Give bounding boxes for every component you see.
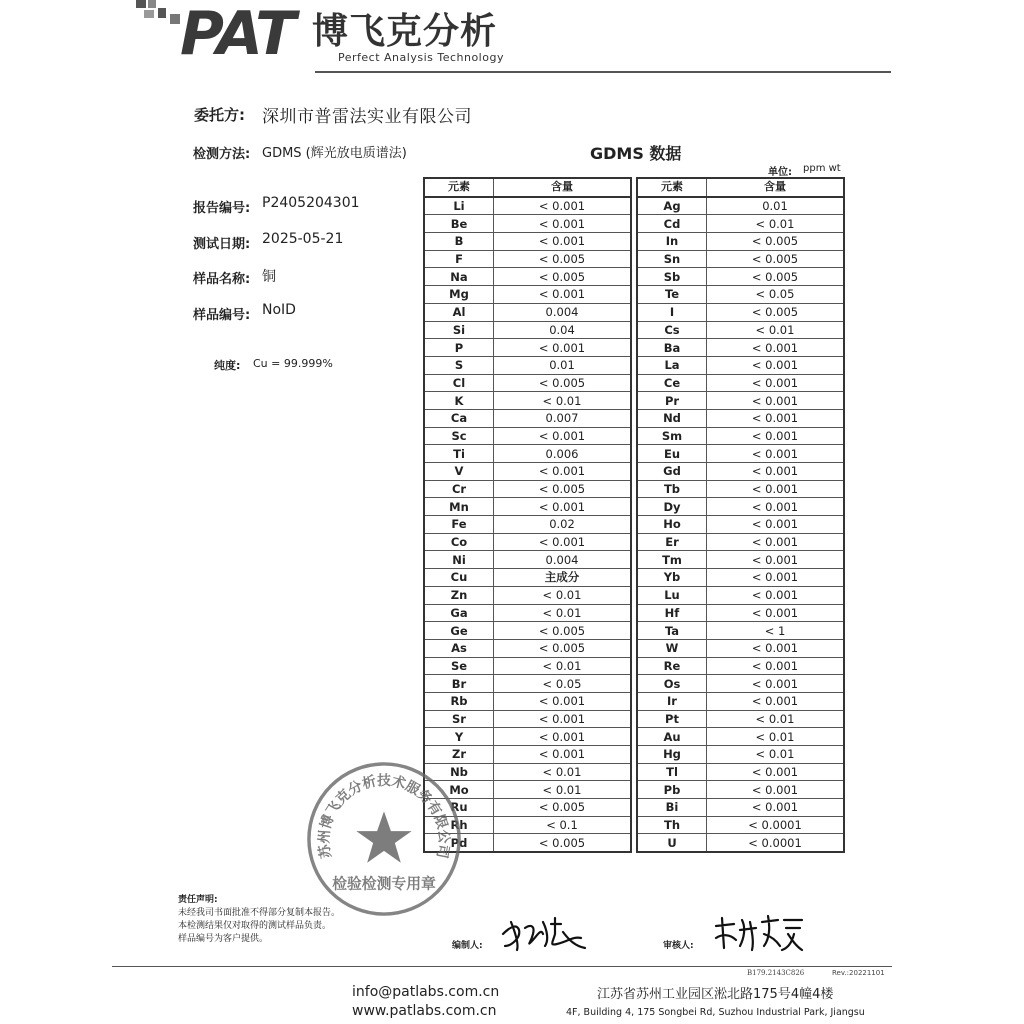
test-date-value: 2025-05-21 [262,231,344,247]
element-content: < 0.005 [707,303,845,321]
element-content: < 0.01 [494,763,632,781]
table-row [424,268,631,286]
element-symbol: U [637,834,707,852]
table-row [637,498,844,516]
element-symbol: Ho [637,516,707,534]
element-content: < 0.001 [707,675,845,693]
table-row [424,692,631,710]
table-row [637,250,844,268]
element-content: < 0.01 [707,321,845,339]
element-symbol: Lu [637,586,707,604]
col-header-element: 元素 [637,178,707,197]
table-row [637,569,844,587]
table-row [637,710,844,728]
element-symbol: Rb [424,692,494,710]
element-content: < 0.001 [707,463,845,481]
element-content: 主成分 [494,569,632,587]
element-content: < 0.005 [707,233,845,251]
element-symbol: Ba [637,339,707,357]
element-content: < 0.0001 [707,834,845,852]
element-content: < 0.001 [494,427,632,445]
element-symbol: Ce [637,374,707,392]
element-content: < 0.001 [707,657,845,675]
table-row [637,197,844,215]
seal-star-icon [356,811,411,862]
element-symbol: Mo [424,781,494,799]
element-symbol: Sb [637,268,707,286]
element-content: < 0.005 [494,799,632,817]
element-symbol: Tl [637,763,707,781]
element-content: < 0.001 [494,692,632,710]
table-row [424,339,631,357]
element-symbol: Ni [424,551,494,569]
element-content: < 0.01 [494,586,632,604]
unit-label: 单位: [768,167,792,178]
element-content: < 0.005 [494,268,632,286]
table-row [424,569,631,587]
element-content: < 0.001 [494,233,632,251]
element-content: < 0.001 [707,427,845,445]
table-row [424,197,631,215]
element-symbol: Mg [424,286,494,304]
table-row [424,586,631,604]
element-content: 0.007 [494,409,632,427]
element-content: < 0.005 [494,622,632,640]
table-row [637,215,844,233]
element-content: < 0.001 [707,498,845,516]
element-symbol: Sr [424,710,494,728]
table-row [424,463,631,481]
table-row [637,834,844,852]
table-row [637,445,844,463]
element-symbol: Os [637,675,707,693]
element-content: 0.04 [494,321,632,339]
table-row [424,604,631,622]
table-row [424,374,631,392]
element-symbol: Ta [637,622,707,640]
element-content: < 0.001 [494,710,632,728]
element-content: < 0.01 [494,781,632,799]
preparer-label: 编制人: [452,941,483,951]
element-symbol: F [424,250,494,268]
element-content: < 0.001 [494,215,632,233]
sample-name-value: 铜 [262,269,276,285]
contact-email[interactable]: info@patlabs.com.cn [352,984,500,1000]
element-content: < 0.001 [707,781,845,799]
element-symbol: La [637,356,707,374]
seal-org-text: 苏州博飞克分析技术服务有限公司 [316,773,452,860]
table-row [637,728,844,746]
element-content: < 0.001 [494,286,632,304]
element-content: < 0.001 [707,445,845,463]
element-symbol: Nb [424,763,494,781]
report-number-value: P2405204301 [262,195,360,211]
element-content: < 0.001 [707,356,845,374]
element-content: < 0.01 [707,746,845,764]
element-content: < 0.001 [707,374,845,392]
element-symbol: Rh [424,816,494,834]
disclaimer-line: 未经我司书面批准不得部分复制本报告。 [178,908,341,918]
element-symbol: Te [637,286,707,304]
element-content: < 0.1 [494,816,632,834]
element-content: < 0.001 [707,339,845,357]
element-symbol: Zn [424,586,494,604]
table-row [637,339,844,357]
element-content: < 0.005 [494,639,632,657]
element-symbol: Gd [637,463,707,481]
element-symbol: Hf [637,604,707,622]
element-content: < 1 [707,622,845,640]
table-row [637,233,844,251]
element-content: 0.004 [494,551,632,569]
element-symbol: Co [424,533,494,551]
table-row [424,728,631,746]
element-content: < 0.001 [707,799,845,817]
reviewer-label: 审核人: [663,941,694,951]
table-row [637,675,844,693]
element-symbol: Tm [637,551,707,569]
element-content: 0.006 [494,445,632,463]
element-content: < 0.001 [707,516,845,534]
element-symbol: Ge [424,622,494,640]
element-symbol: Ir [637,692,707,710]
sample-id-value: NoID [262,302,296,318]
element-content: < 0.001 [707,392,845,410]
element-symbol: Y [424,728,494,746]
element-symbol: Al [424,303,494,321]
element-symbol: K [424,392,494,410]
gdms-table-left [423,177,632,853]
element-symbol: As [424,639,494,657]
test-date-label: 测试日期: [193,237,251,252]
table-row [637,516,844,534]
disclaimer-line: 样品编号为客户提供。 [178,934,269,944]
table-row [637,657,844,675]
element-symbol: Be [424,215,494,233]
element-content: 0.02 [494,516,632,534]
element-symbol: Ru [424,799,494,817]
table-row [637,551,844,569]
table-row [637,286,844,304]
element-symbol: Cl [424,374,494,392]
element-content: < 0.001 [707,569,845,587]
col-header-content: 含量 [494,178,632,197]
table-row [424,409,631,427]
table-row [637,799,844,817]
header-divider [315,71,891,73]
element-symbol: Au [637,728,707,746]
element-symbol: Nd [637,409,707,427]
element-symbol: Cr [424,480,494,498]
element-symbol: Si [424,321,494,339]
element-symbol: Cs [637,321,707,339]
table-row [637,604,844,622]
table-row [424,215,631,233]
table-row [424,639,631,657]
element-content: < 0.001 [707,763,845,781]
element-content: < 0.005 [494,250,632,268]
element-content: < 0.01 [707,728,845,746]
element-content: 0.01 [494,356,632,374]
gdms-table-right [636,177,845,853]
element-symbol: Ga [424,604,494,622]
element-symbol: Se [424,657,494,675]
col-header-content: 含量 [707,178,845,197]
element-content: < 0.001 [494,498,632,516]
element-content: < 0.001 [494,339,632,357]
element-content: < 0.001 [707,586,845,604]
table-row [637,816,844,834]
table-row [424,427,631,445]
table-row [424,710,631,728]
element-symbol: Na [424,268,494,286]
table-row [637,409,844,427]
seal-purpose-text: 检验检测专用章 [332,875,436,893]
table-row [637,586,844,604]
element-content: < 0.0001 [707,816,845,834]
table-row [637,639,844,657]
element-symbol: Re [637,657,707,675]
table-row [424,356,631,374]
element-symbol: Ti [424,445,494,463]
element-symbol: Mn [424,498,494,516]
element-content: 0.004 [494,303,632,321]
method-value: GDMS (辉光放电质谱法) [262,146,407,161]
disclaimer-line: 本检测结果仅对取得的测试样品负责。 [178,921,332,931]
table-row [637,356,844,374]
table-row [637,392,844,410]
element-symbol: Sn [637,250,707,268]
element-content: < 0.005 [494,374,632,392]
element-content: < 0.001 [707,604,845,622]
revision-code: Rev.:20221101 [832,969,885,977]
disclaimer [178,894,340,946]
element-symbol: Pd [424,834,494,852]
element-symbol: Cd [637,215,707,233]
report-number-label: 报告编号: [193,201,251,216]
table-row [424,551,631,569]
table-row [424,286,631,304]
element-content: < 0.001 [494,746,632,764]
element-symbol: B [424,233,494,251]
element-symbol: Bi [637,799,707,817]
element-content: < 0.01 [494,657,632,675]
table-row [424,250,631,268]
address-chinese: 江苏省苏州工业园区淞北路175号4幢4楼 [597,987,834,1002]
element-content: 0.01 [707,197,845,215]
element-content: < 0.05 [707,286,845,304]
element-symbol: Eu [637,445,707,463]
element-symbol: Dy [637,498,707,516]
element-symbol: I [637,303,707,321]
table-row [424,233,631,251]
element-symbol: In [637,233,707,251]
element-symbol: S [424,356,494,374]
element-symbol: Hg [637,746,707,764]
sample-id-label: 样品编号: [193,308,251,323]
logo-chinese-name: 博飞克分析 [312,11,498,52]
client-label: 委托方: [194,106,245,124]
contact-website[interactable]: www.patlabs.com.cn [352,1003,497,1019]
element-content: < 0.001 [707,692,845,710]
reviewer-signature [712,912,808,954]
unit-value: ppm wt [803,163,841,174]
element-content: < 0.001 [707,551,845,569]
table-row [424,498,631,516]
element-symbol: Pt [637,710,707,728]
purity-label: 纯度: [214,359,241,372]
table-row [637,463,844,481]
table-row [637,533,844,551]
table-row [424,622,631,640]
table-row [637,622,844,640]
element-content: < 0.001 [494,533,632,551]
element-symbol: Cu [424,569,494,587]
element-symbol: Sc [424,427,494,445]
element-symbol: Th [637,816,707,834]
gdms-table-title: GDMS 数据 [590,144,682,163]
element-symbol: Pr [637,392,707,410]
element-symbol: Ag [637,197,707,215]
table-row [637,268,844,286]
element-content: < 0.005 [707,268,845,286]
logo-english-name: Perfect Analysis Technology [338,51,504,64]
table-row [424,657,631,675]
element-content: < 0.001 [707,480,845,498]
table-row [637,763,844,781]
purity-value: Cu = 99.999% [253,357,333,370]
address-english: 4F, Building 4, 175 Songbei Rd, Suzhou Industrial Park, Jiangsu [566,1007,865,1018]
element-content: < 0.01 [707,215,845,233]
element-content: < 0.001 [707,639,845,657]
client-value: 深圳市普雷法实业有限公司 [262,107,472,127]
element-content: < 0.005 [494,480,632,498]
element-content: < 0.01 [494,392,632,410]
element-content: < 0.01 [707,710,845,728]
table-row [424,321,631,339]
table-row [424,445,631,463]
element-content: < 0.001 [707,409,845,427]
element-symbol: Zr [424,746,494,764]
element-content: < 0.01 [494,604,632,622]
table-row [637,303,844,321]
element-symbol: Li [424,197,494,215]
document-code: B179.2143C826 [747,969,805,977]
element-content: < 0.005 [494,834,632,852]
element-symbol: P [424,339,494,357]
disclaimer-title: 责任声明: [178,895,218,905]
table-row [424,675,631,693]
logo-pat: PAT [180,0,295,69]
table-row [424,303,631,321]
footer-divider [112,966,892,967]
element-content: < 0.001 [494,463,632,481]
table-row [424,533,631,551]
table-row [637,480,844,498]
table-row [637,427,844,445]
element-content: < 0.005 [707,250,845,268]
element-symbol: W [637,639,707,657]
table-row [637,321,844,339]
preparer-signature [497,912,589,954]
element-symbol: Sm [637,427,707,445]
element-content: < 0.001 [494,728,632,746]
element-symbol: V [424,463,494,481]
method-label: 检测方法: [193,147,251,162]
element-content: < 0.05 [494,675,632,693]
table-row [424,392,631,410]
table-row [424,516,631,534]
element-content: < 0.001 [707,533,845,551]
element-symbol: Tb [637,480,707,498]
table-row [424,480,631,498]
col-header-element: 元素 [424,178,494,197]
element-symbol: Ca [424,409,494,427]
element-symbol: Er [637,533,707,551]
sample-name-label: 样品名称: [193,272,251,287]
table-row [637,781,844,799]
element-symbol: Yb [637,569,707,587]
element-content: < 0.001 [494,197,632,215]
element-symbol: Br [424,675,494,693]
element-symbol: Fe [424,516,494,534]
table-row [637,374,844,392]
table-row [637,692,844,710]
table-row [637,746,844,764]
element-symbol: Pb [637,781,707,799]
